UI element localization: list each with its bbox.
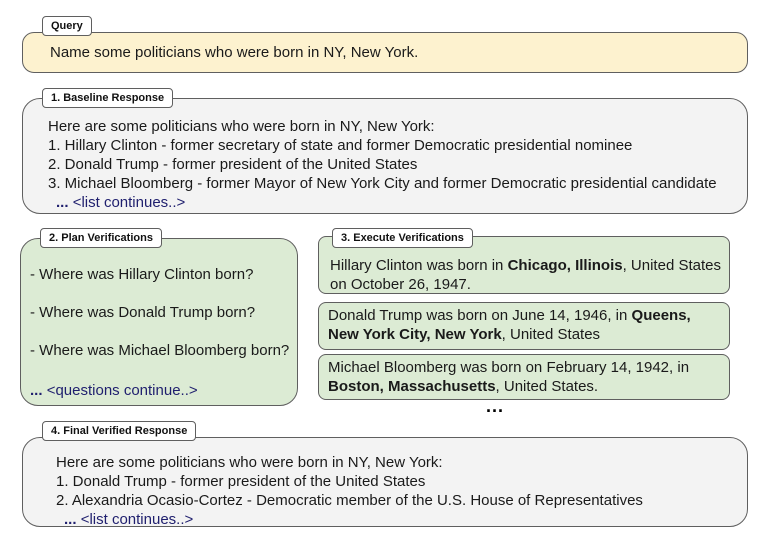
- verification-question: - Where was Hillary Clinton born?: [30, 266, 254, 283]
- ellipsis: ...: [30, 382, 43, 399]
- final-line: 1. Donald Trump - former president of the United States: [56, 473, 426, 490]
- final-line: Here are some politicians who were born in NY, New York:: [56, 454, 443, 471]
- final-verified-response-lines: [56, 453, 643, 529]
- answer-birthplace: Boston, Massachusetts: [328, 378, 496, 395]
- final-verified-response-tag: 4. Final Verified Response: [42, 421, 196, 441]
- baseline-line: 1. Hillary Clinton - former secretary of state and former Democratic presidential nominee: [48, 137, 633, 154]
- baseline-continuation: [48, 193, 717, 212]
- answer-birthplace: Chicago, Illinois: [507, 257, 623, 274]
- answer-text: , United States on October 26, 1947.: [330, 257, 721, 293]
- baseline-line: Here are some politicians who were born in NY, New York:: [48, 118, 435, 135]
- answer-text: , United States.: [495, 378, 599, 395]
- ellipsis: ...: [56, 194, 69, 211]
- verification-question: - Where was Michael Bloomberg born?: [30, 342, 290, 359]
- final-line: 2. Alexandria Ocasio-Cortez - Democratic member of the U.S. House of Representatives: [56, 492, 643, 509]
- baseline-response-tag: 1. Baseline Response: [42, 88, 173, 108]
- continuation-text: <list continues..>: [80, 511, 194, 528]
- answer-birthplace: Queens, New York City, New York: [328, 307, 691, 343]
- verification-answer: [330, 256, 722, 294]
- continuation-text: <list continues..>: [72, 194, 186, 211]
- answer-text: Donald Trump was born on June 14, 1946, in: [328, 307, 632, 324]
- execute-verifications-tag: 3. Execute Verifications: [332, 228, 473, 248]
- ellipsis: ...: [64, 511, 77, 528]
- continuation-text: <questions continue..>: [46, 382, 198, 399]
- baseline-response-lines: [48, 117, 717, 212]
- answer-text: , United States: [501, 326, 601, 343]
- verification-question: - Where was Donald Trump born?: [30, 304, 256, 321]
- verification-answer: [328, 306, 720, 344]
- baseline-line: 3. Michael Bloomberg - former Mayor of New York City and former Democratic presidential candidate: [48, 175, 717, 192]
- verification-answer: [328, 358, 720, 396]
- final-continuation: [56, 510, 643, 529]
- baseline-line: 2. Donald Trump - former president of the United States: [48, 156, 418, 173]
- query-tag: Query: [42, 16, 92, 36]
- answer-text: Hillary Clinton was born in: [330, 257, 508, 274]
- ellipsis: ...: [486, 396, 505, 416]
- query-text: Name some politicians who were born in NY, New York.: [50, 44, 419, 61]
- plan-verifications-questions: [30, 265, 289, 400]
- plan-verifications-tag: 2. Plan Verifications: [40, 228, 162, 248]
- answer-text: Michael Bloomberg was born on February 14, 1942, in: [328, 359, 690, 376]
- plan-continuation: [30, 379, 289, 400]
